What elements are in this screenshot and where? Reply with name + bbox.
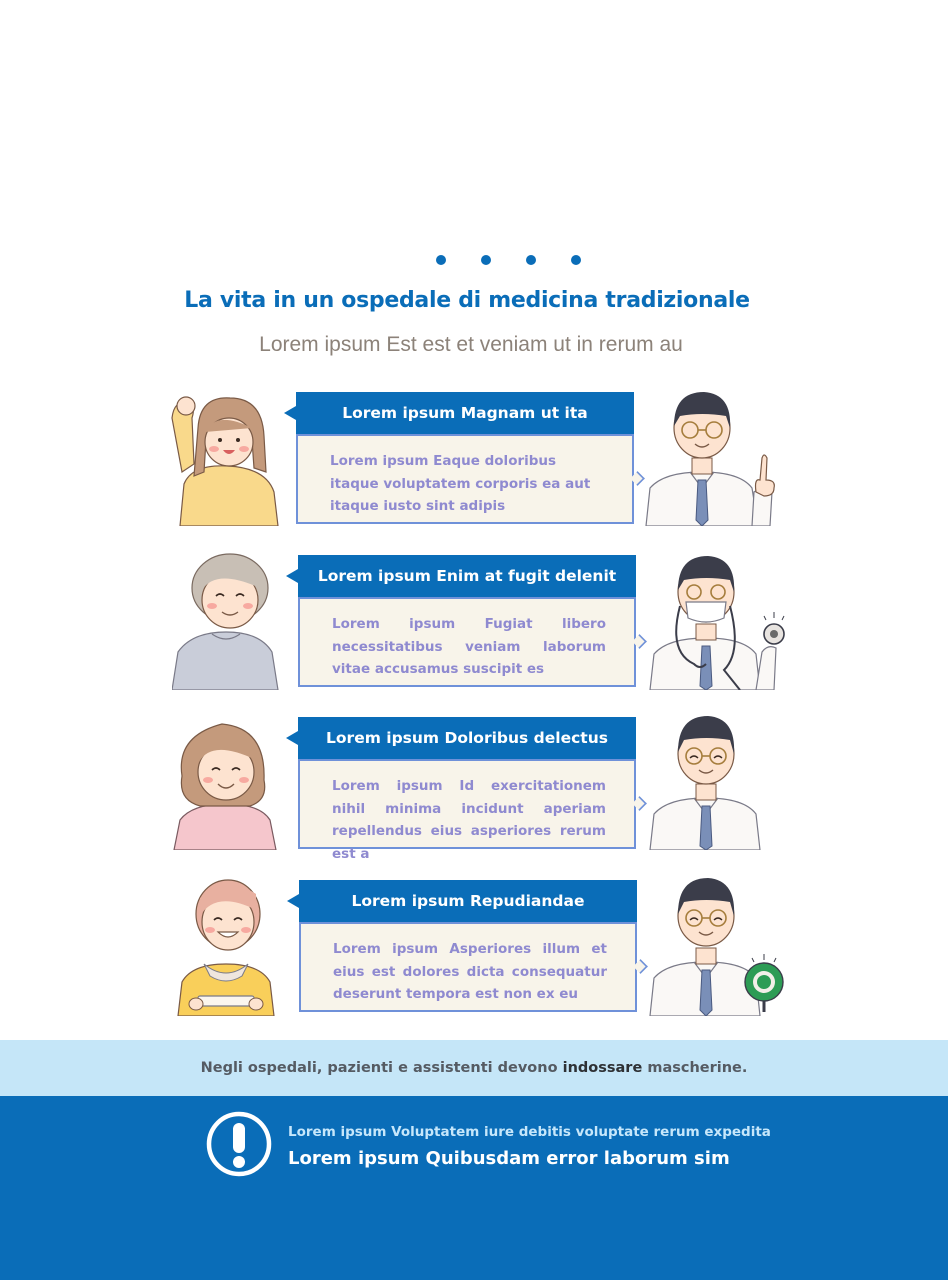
card-body-text: Lorem ipsum Fugiat libero necessitatibus veniam laborum vitae accusamus suscipit es xyxy=(298,597,636,687)
info-card-4 xyxy=(299,880,637,1014)
exclamation-circle-icon xyxy=(205,1110,273,1178)
info-card-1 xyxy=(296,392,634,526)
footer-caption: Lorem ipsum Voluptatem iure debitis voluptate rerum expedita xyxy=(288,1124,771,1140)
dot-1 xyxy=(436,255,446,265)
notice-text-after: mascherine. xyxy=(642,1060,748,1076)
patient-child-holding-tray-illustration xyxy=(176,872,276,1016)
info-card-3 xyxy=(298,717,636,862)
patient-woman-smiling-illustration xyxy=(170,716,280,850)
dot-2 xyxy=(481,255,491,265)
doctor-smiling-illustration xyxy=(644,712,766,850)
mask-notice-banner xyxy=(0,1040,948,1096)
dot-4 xyxy=(571,255,581,265)
patient-girl-waving-illustration xyxy=(166,392,286,526)
card-heading: Lorem ipsum Repudiandae xyxy=(299,880,637,922)
card-heading: Lorem ipsum Magnam ut ita xyxy=(296,392,634,434)
patient-elder-illustration xyxy=(172,548,280,690)
card-heading: Lorem ipsum Enim at fugit delenit xyxy=(298,555,636,597)
card-body-text: Lorem ipsum Asperiores illum et eius est dolores dicta consequatur deserunt tempora est non ex eu xyxy=(299,922,637,1012)
dot-3 xyxy=(526,255,536,265)
card-body-text: Lorem ipsum Id exercitationem nihil minima incidunt aperiam repellendus eius asperiores rerum est a xyxy=(298,759,636,849)
notice-text-before: Negli ospedali, pazienti e assistenti devono xyxy=(200,1060,563,1076)
info-card-2 xyxy=(298,555,636,689)
page-subtitle: Lorem ipsum Est est et veniam ut in rerum au xyxy=(259,333,683,356)
doctor-stethoscope-illustration xyxy=(644,552,796,690)
doctor-holding-sign-illustration xyxy=(644,874,790,1016)
card-heading: Lorem ipsum Doloribus delectus xyxy=(298,717,636,759)
footer-headline: Lorem ipsum Quibusdam error laborum sim xyxy=(288,1148,730,1169)
notice-emphasis: indossare xyxy=(562,1060,643,1076)
decorative-dots xyxy=(0,252,948,268)
card-body-text: Lorem ipsum Eaque doloribus itaque voluptatem corporis ea aut itaque iusto sint adipis xyxy=(296,434,634,524)
doctor-pointing-illustration xyxy=(640,388,782,526)
footer-panel xyxy=(0,1096,948,1280)
page-title: La vita in un ospedale di medicina tradizionale xyxy=(184,288,750,313)
